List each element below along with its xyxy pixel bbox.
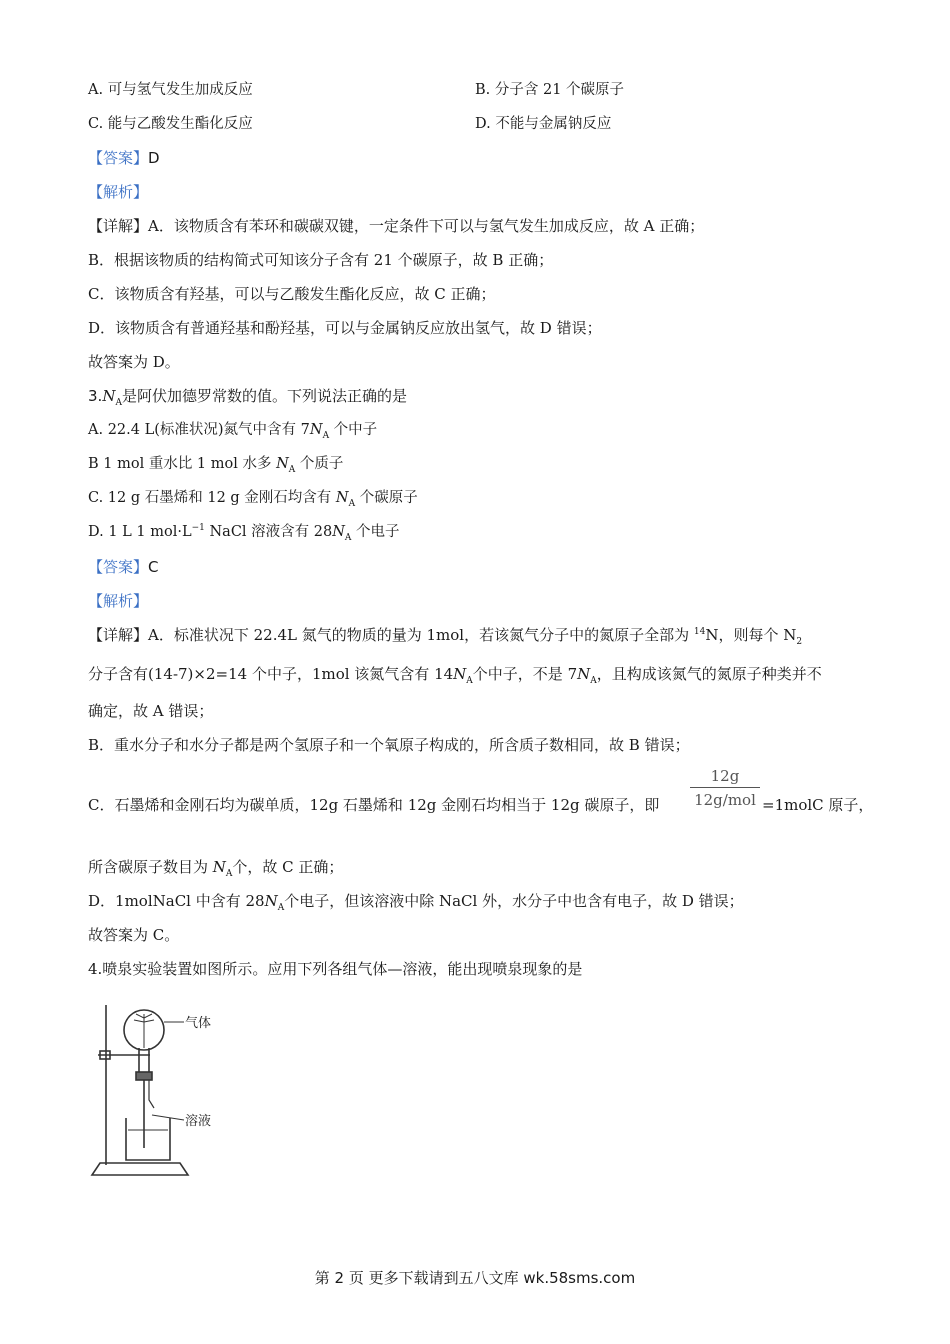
q2-answer-line — [88, 148, 160, 168]
solution-leader-line — [152, 1115, 184, 1120]
q3-answer-line — [88, 557, 159, 577]
analysis-tag: 【解析】 — [88, 592, 149, 610]
fountain-apparatus-figure — [88, 1000, 248, 1180]
dropper — [149, 1080, 154, 1108]
q2-detail-c: C．该物质含有羟基，可以与乙酸发生酯化反应，故 C 正确； — [88, 285, 496, 303]
q3-stem: $3.N_A$是阿伏加德罗常数的值。下列说法正确的是 — [88, 387, 407, 408]
q2-conclusion: 故答案为 D。 — [88, 353, 180, 371]
fraction-numerator: 12g — [690, 767, 760, 788]
stopper — [136, 1072, 152, 1080]
q3-detail-d: D．1molNaCl 中含有 $28N_A$个电子，但该溶液中除 NaCl 外，水分子中也含有电子，故 D 错误； — [88, 892, 744, 913]
q3-option-b: B 1 mol 重水比 1 mol 水多 $N_A$ 个质子 — [88, 456, 344, 475]
q2-option-c: C. 能与乙酸发生酯化反应 — [88, 116, 253, 132]
q4-stem: 4.喷泉实验装置如图所示。应用下列各组气体—溶液，能出现喷泉现象的是 — [88, 960, 583, 978]
answer-tag: 【答案】 — [88, 558, 149, 576]
beaker — [126, 1118, 170, 1160]
q3-detail-a-line1: 【详解】A．标准状况下 22.4L 氮气的物质的量为 1mol，若该氮气分子中的氮原子全部为 $^{14}$N，则每个 $N_2$ — [88, 626, 803, 647]
q3-detail-a-line2: 分子含有(14-7)×2=14 个中子，1mol 该氮气含有 $14N_A$个中子，不是 $7N_A$，且构成该氮气的氮原子种类并不 — [88, 665, 822, 686]
page-footer: 第 2 页 更多下载请到五八文库 wk.58sms.com — [314, 1269, 636, 1287]
q2-option-a: A. 可与氢气发生加成反应 — [88, 82, 253, 98]
q2-detail-b: B．根据该物质的结构简式可知该分子含有 21 个碳原子，故 B 正确； — [88, 251, 554, 269]
answer-value: D — [148, 149, 160, 167]
q3-detail-a-line3: 确定，故 A 错误； — [88, 702, 214, 720]
fountain-jet — [134, 1014, 154, 1048]
answer-tag: 【答案】 — [88, 149, 149, 167]
q2-detail-d: D．该物质含有普通羟基和酚羟基，可以与金属钠反应放出氢气，故 D 错误； — [88, 319, 602, 337]
q3-detail-c-line2: 所含碳原子数目为 $N_A$个，故 C 正确； — [88, 858, 344, 879]
label-gas: 气体 — [185, 1016, 212, 1031]
fraction — [690, 767, 760, 809]
q3-detail-c-result: =1molC 原子， — [762, 796, 874, 814]
flask-neck — [139, 1048, 149, 1072]
q3-detail-b: B．重水分子和水分子都是两个氢原子和一个氧原子构成的，所含质子数相同，故 B 错误； — [88, 736, 690, 754]
fraction-denominator: 12g/mol — [694, 791, 756, 809]
q2-detail-a: 【详解】A．该物质含有苯环和碳碳双键，一定条件下可以与氢气发生加成反应，故 A 正确； — [88, 217, 705, 235]
q3-option-c: C. 12 g 石墨烯和 12 g 金刚石均含有 $N_A$ 个碳原子 — [88, 490, 418, 509]
q3-conclusion: 故答案为 C。 — [88, 926, 180, 944]
q2-option-d: D. 不能与金属钠反应 — [475, 116, 612, 132]
q3-option-d: D. 1 L 1 $mol\cdot L^{-1}$ NaCl 溶液含有 $28N_A$ 个电子 — [88, 523, 400, 543]
q3-detail-c-line1: C．石墨烯和金刚石均为碳单质，12g 石墨烯和 12g 金刚石均相当于 12g 碳原子，即 — [88, 796, 660, 814]
q2-option-b: B. 分子含 21 个碳原子 — [475, 82, 625, 98]
q3-option-a: A. 22.4 L(标准状况)氮气中含有 $7N_A$ 个中子 — [88, 422, 378, 441]
answer-value: C — [148, 558, 159, 576]
analysis-tag: 【解析】 — [88, 183, 149, 201]
label-solution: 溶液 — [185, 1114, 212, 1129]
